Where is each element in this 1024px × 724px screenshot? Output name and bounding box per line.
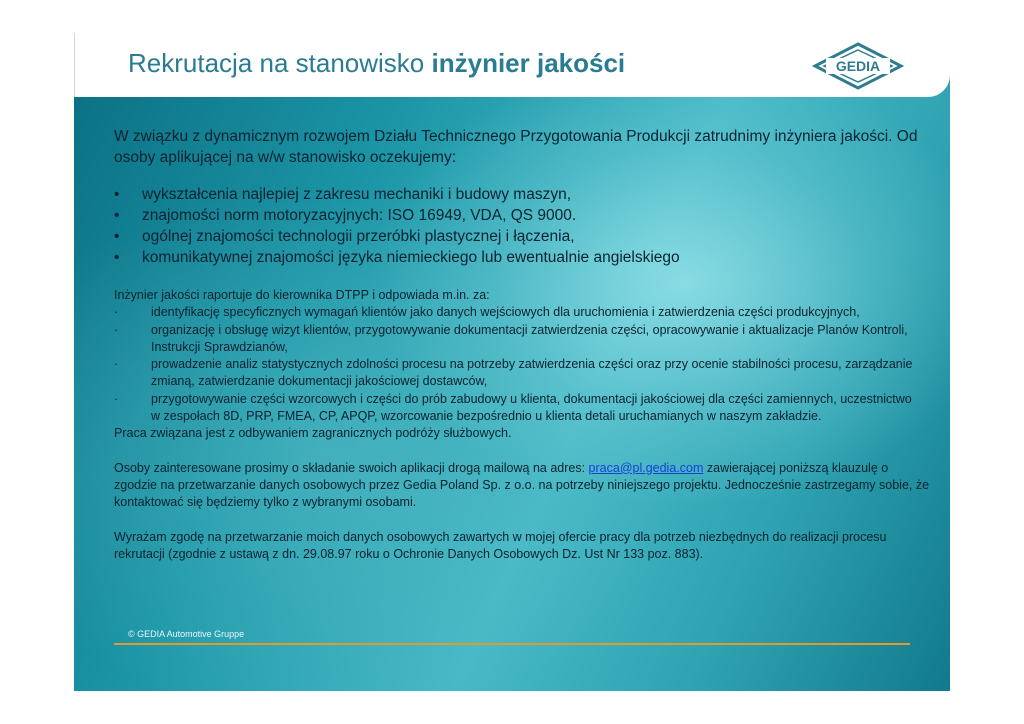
list-item: • komunikatywnej znajomości języka niemieckiego lub ewentualnie angielskiego	[114, 247, 934, 268]
title-regular: Rekrutacja na stanowisko	[128, 48, 425, 78]
list-item: • ogólnej znajomości technologii przeróbki plastycznej i łączenia,	[114, 226, 934, 247]
footer-divider	[114, 643, 910, 645]
list-item: · prowadzenie analiz statystycznych zdolności procesu na potrzeby zatwierdzenia części oraz przy ocenie stabilności procesu, zarządzanie zmianą, zatwierdzanie dokumentacji jakościowej dostawców,	[114, 356, 934, 391]
intro-paragraph: W związku z dynamicznym rozwojem Działu Technicznego Przygotowania Produkcji zatrudnimy inżyniera jakości. Od osoby aplikującej na w/w stanowisko oczekujemy:	[114, 128, 918, 166]
header-divider	[74, 33, 75, 97]
application-paragraph	[114, 460, 934, 512]
logo-text: GEDIA	[835, 58, 881, 74]
slide-header	[74, 33, 950, 97]
role-intro: Inżynier jakości raportuje do kierownika DTPP i odpowiada m.in. za:	[114, 288, 490, 302]
gedia-logo	[812, 41, 904, 91]
footer-copyright: © GEDIA Automotive Gruppe	[128, 629, 245, 639]
requirements-list	[114, 184, 934, 268]
list-item: • wykształcenia najlepiej z zakresu mechaniki i budowy maszyn,	[114, 184, 934, 205]
slide	[74, 33, 950, 691]
list-item: • znajomości norm motoryzacyjnych: ISO 16949, VDA, QS 9000.	[114, 205, 934, 226]
page-title	[128, 48, 625, 79]
job-posting	[114, 126, 934, 563]
list-item: · organizację i obsługę wizyt klientów, przygotowywanie dokumentacji zatwierdzenia części, opracowywanie i aktualizacje Planów Kontroli, Instrukcji Sprawdzianów,	[114, 322, 934, 357]
duties-list	[114, 304, 934, 425]
title-bold: inżynier jakości	[431, 48, 626, 78]
travel-note: Praca związana jest z odbywaniem zagranicznych podróży służbowych.	[114, 426, 512, 441]
email-link[interactable]: praca@pl.gedia.com	[588, 460, 704, 475]
list-item: · identyfikację specyficznych wymagań klientów jako danych wejściowych dla uruchomienia i zatwierdzenia części produkcyjnych,	[114, 304, 934, 321]
apply-text-after: zawierającej poniższą klauzulę o zgodzie na przetwarzanie danych osobowych przez Gedia Poland Sp. z o.o. na potrzeby niniejszego projektu. Jednocześnie zastrzegamy sobie, że kontaktować się będziemy tylko z wybranymi osobami.	[114, 460, 930, 510]
apply-text-before: Osoby zainteresowane prosimy o składanie swoich aplikacji drogą mailową na adres:	[114, 460, 589, 475]
consent-clause: Wyrażam zgodę na przetwarzanie moich danych osobowych zawartych w mojej ofercie pracy dla potrzeb niezbędnych do realizacji procesu rekrutacji (zgodnie z ustawą z dn. 29.08.97 roku o Ochronie Danych Osobowych Dz. Ust Nr 133 poz. 883).	[114, 529, 887, 561]
list-item: · przygotowywanie części wzorcowych i części do prób zabudowy u klienta, dokumentacji jakościowej dla części zamiennych, uczestnictwo w zespołach 8D, PRP, FMEA, CP, APQP, wzorcowanie bezpośrednio u klienta detali uruchamianych w naszym zakładzie.	[114, 391, 934, 426]
